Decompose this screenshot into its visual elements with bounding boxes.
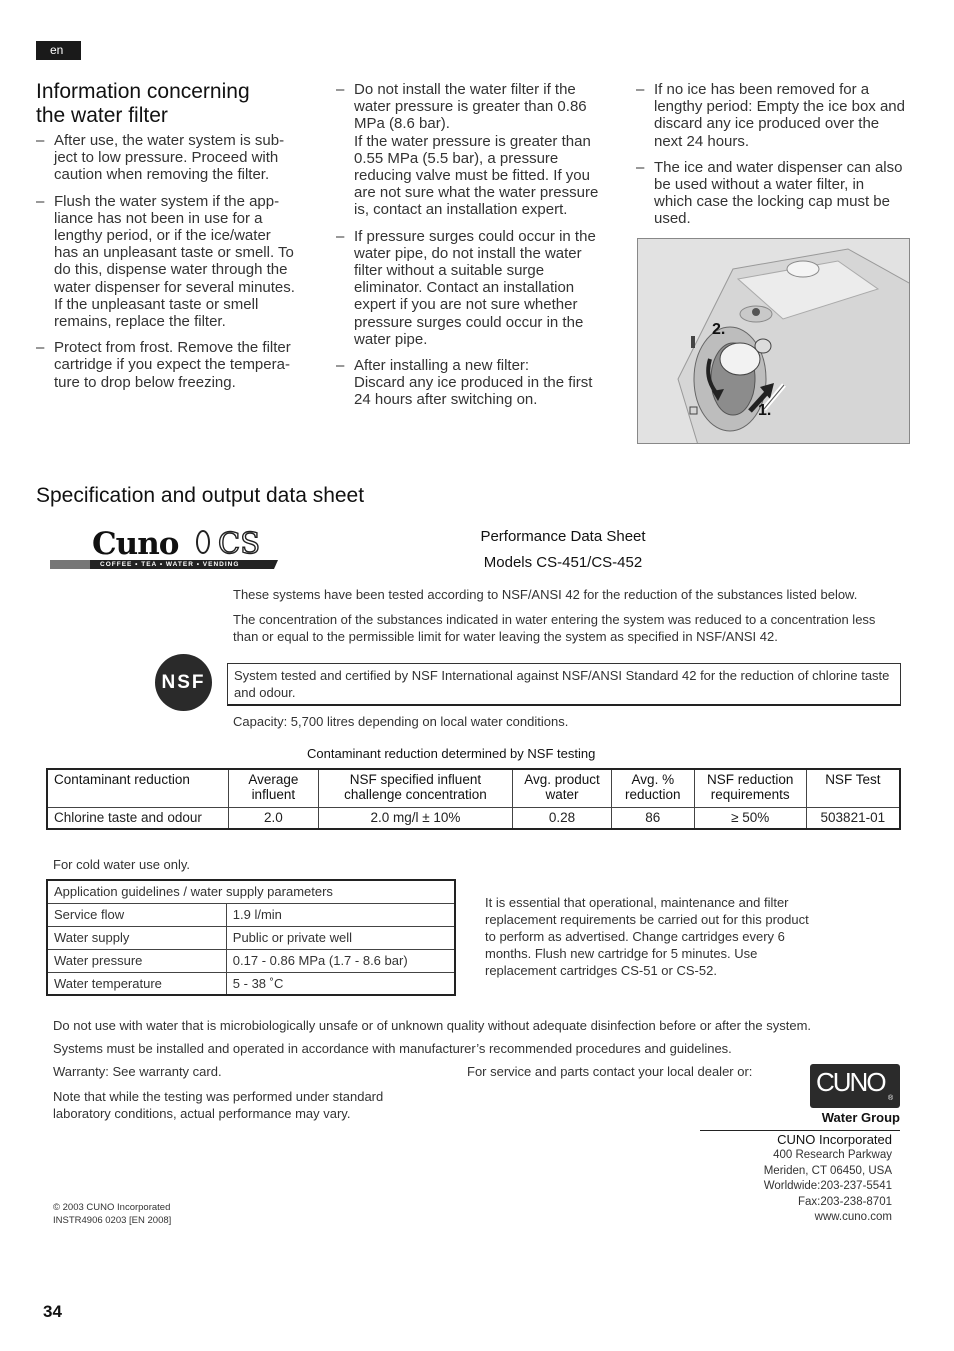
cuno-logo-text: CUNO	[816, 1067, 885, 1097]
sheet-title: Performance Data Sheet	[480, 528, 646, 545]
after-install-text: After installing a new filter:	[354, 357, 530, 375]
pressure-limit-text: Do not install the water filter if the water pressure is greater than 0.86 MPa (8.6 bar).	[354, 81, 587, 133]
table-cell: Water supply	[47, 926, 226, 949]
table-cell: Public or private well	[226, 926, 455, 949]
lab-note: Note that while the testing was performed under standard laboratory conditions, actual performance may vary.	[53, 1089, 384, 1121]
cs-wordmark: CS	[218, 526, 261, 560]
cuno-logo	[810, 1064, 900, 1108]
cuno-wordmark: Cuno	[92, 526, 179, 562]
concentration-paragraph: The concentration of the substances indicated in water entering the system was reduced to a concentration less than or equal to the permissible limit for water leaving the system as specified in NSF/ANSI 42.	[233, 612, 876, 644]
table-row	[47, 880, 455, 903]
table-cell: 0.17 - 0.86 MPa (1.7 - 8.6 bar)	[226, 949, 455, 972]
tested-paragraph: These systems have been tested according to NSF/ANSI 42 for the reduction of the substances listed below.	[233, 587, 858, 602]
registered-mark-icon: ®	[888, 1095, 894, 1102]
address-line: 400 Research Parkway	[773, 1149, 892, 1161]
filter-install-figure	[637, 238, 910, 444]
website: www.cuno.com	[814, 1211, 892, 1224]
column-2	[336, 81, 608, 418]
language-tag: en	[36, 41, 81, 60]
models-label: Models CS-451/CS-452	[483, 554, 643, 571]
list-item: – The ice and water dispenser can also be used without a water filter, in which case the locking cap must be used.	[636, 159, 906, 228]
table-cell: Water pressure	[47, 949, 226, 972]
table-cell: 86	[611, 807, 694, 829]
company-address	[690, 1148, 892, 1226]
microbiological-warning: Do not use with water that is microbiologically unsafe or of unknown quality without adequate disinfection before or after the system.	[53, 1018, 812, 1033]
table-cell: 2.0	[228, 807, 318, 829]
table-cell: 0.28	[513, 807, 612, 829]
table-row	[47, 807, 900, 829]
application-table	[46, 879, 456, 996]
warranty-text: Warranty: See warranty card.	[53, 1064, 222, 1079]
table-caption: Contaminant reduction determined by NSF testing	[307, 746, 596, 761]
step-1-label: 1.	[758, 402, 772, 419]
phone-worldwide: Worldwide:203-237-5541	[763, 1180, 892, 1193]
table-cell: 1.9 l/min	[226, 903, 455, 926]
company-name: CUNO Incorporated	[777, 1132, 892, 1147]
logo-tagline: COFFEE • TEA • WATER • VENDING	[100, 561, 240, 568]
title-line-2: the water filter	[36, 104, 168, 127]
table-header-row	[47, 769, 900, 807]
column-3	[636, 81, 906, 237]
list-item: – If pressure surges could occur in the water pipe, do not install the water filter without a suitable surge eliminator. Contact an installation expert if you are not sure whether pressure surges could occur in the water pipe.	[336, 228, 608, 348]
table-header: Avg. % reduction	[611, 769, 694, 807]
table-cell: Chlorine taste and odour	[47, 807, 228, 829]
section-title-spec: Specification and output data sheet	[36, 484, 365, 507]
table-cell: 5 - 38 ˚C	[226, 972, 455, 995]
table-header: Avg. product water	[513, 769, 612, 807]
table-header: NSF reduction requirements	[694, 769, 806, 807]
pressure-valve-text: If the water pressure is greater than 0.55 MPa (5.5 bar), a pressure reducing valve must be fitted. If you are not sure what the water pressure is, contact an installation expert.	[354, 132, 599, 219]
table-row	[47, 903, 455, 926]
fax-number: Fax:203-238-8701	[798, 1195, 892, 1208]
list-item: – If no ice has been removed for a lengthy period: Empty the ice box and discard any ice produced over the next 24 hours.	[636, 81, 906, 150]
table-header: NSF Test	[806, 769, 900, 807]
table-cell: ≥ 50%	[694, 807, 806, 829]
certified-box: System tested and certified by NSF International against NSF/ANSI Standard 42 for the reduction of chlorine taste and odour.	[227, 663, 901, 706]
installation-warning: Systems must be installed and operated in accordance with manufacturer’s recommended procedures and guidelines.	[53, 1041, 732, 1056]
water-group-label: Water Group	[821, 1110, 900, 1125]
table-cell: 503821-01	[806, 807, 900, 829]
table-cell: Water temperature	[47, 972, 226, 995]
nsf-badge: NSF	[155, 654, 212, 711]
section-title-water-filter	[36, 80, 250, 128]
list-item	[336, 357, 608, 409]
capacity-text: Capacity: 5,700 litres depending on local water conditions.	[233, 714, 569, 729]
logo-oval-icon	[196, 530, 210, 554]
step-2-label: 2.	[712, 321, 726, 338]
table-header: Average influent	[228, 769, 318, 807]
table-row	[47, 972, 455, 995]
table-row	[47, 926, 455, 949]
page-number: 34	[43, 1302, 62, 1321]
address-line: Meriden, CT 06450, USA	[763, 1164, 892, 1177]
table-cell: Service flow	[47, 903, 226, 926]
table-row	[47, 949, 455, 972]
column-1	[36, 132, 298, 400]
table-cell: 2.0 mg/l ± 10%	[318, 807, 512, 829]
title-line-1: Information concerning	[36, 80, 250, 103]
service-text: For service and parts contact your local dealer or:	[467, 1064, 753, 1079]
table-header: NSF specified influent challenge concentration	[318, 769, 512, 807]
maintenance-note: It is essential that operational, maintenance and filter replacement requirements be carried out for this product to perform as advertised. Change cartridges every 6 months. Flush new cartridge for 5 minutes. Use replacement cartridges CS-51 or CS-52.	[485, 895, 809, 978]
list-item: – After use, the water system is sub-ject to low pressure. Proceed with caution when removing the filter.	[36, 132, 298, 184]
instruction-code: INSTR4906 0203 [EN 2008]	[53, 1215, 172, 1226]
list-item: – Flush the water system if the app-liance has not been in use for a lengthy period, or if the ice/water has an unpleasant taste or smell. To do this, dispense water through the water dispenser for several minutes. If the unpleasant taste or smell remains, replace the filter.	[36, 193, 298, 331]
performance-header	[440, 524, 686, 576]
cold-water-note: For cold water use only.	[53, 857, 191, 872]
list-item: – Protect from frost. Remove the filter cartridge if you expect the tempera-ture to drop below freezing.	[36, 339, 298, 391]
discard-ice-text: Discard any ice produced in the first 24 hours after switching on.	[354, 374, 593, 409]
table-cell: Application guidelines / water supply parameters	[47, 880, 455, 903]
cuno-cs-logo	[50, 528, 278, 570]
table-header: Contaminant reduction	[47, 769, 228, 807]
filter-illustration	[638, 239, 910, 444]
contaminant-table	[46, 768, 901, 830]
copyright: © 2003 CUNO Incorporated	[53, 1202, 171, 1213]
list-item	[336, 81, 608, 219]
